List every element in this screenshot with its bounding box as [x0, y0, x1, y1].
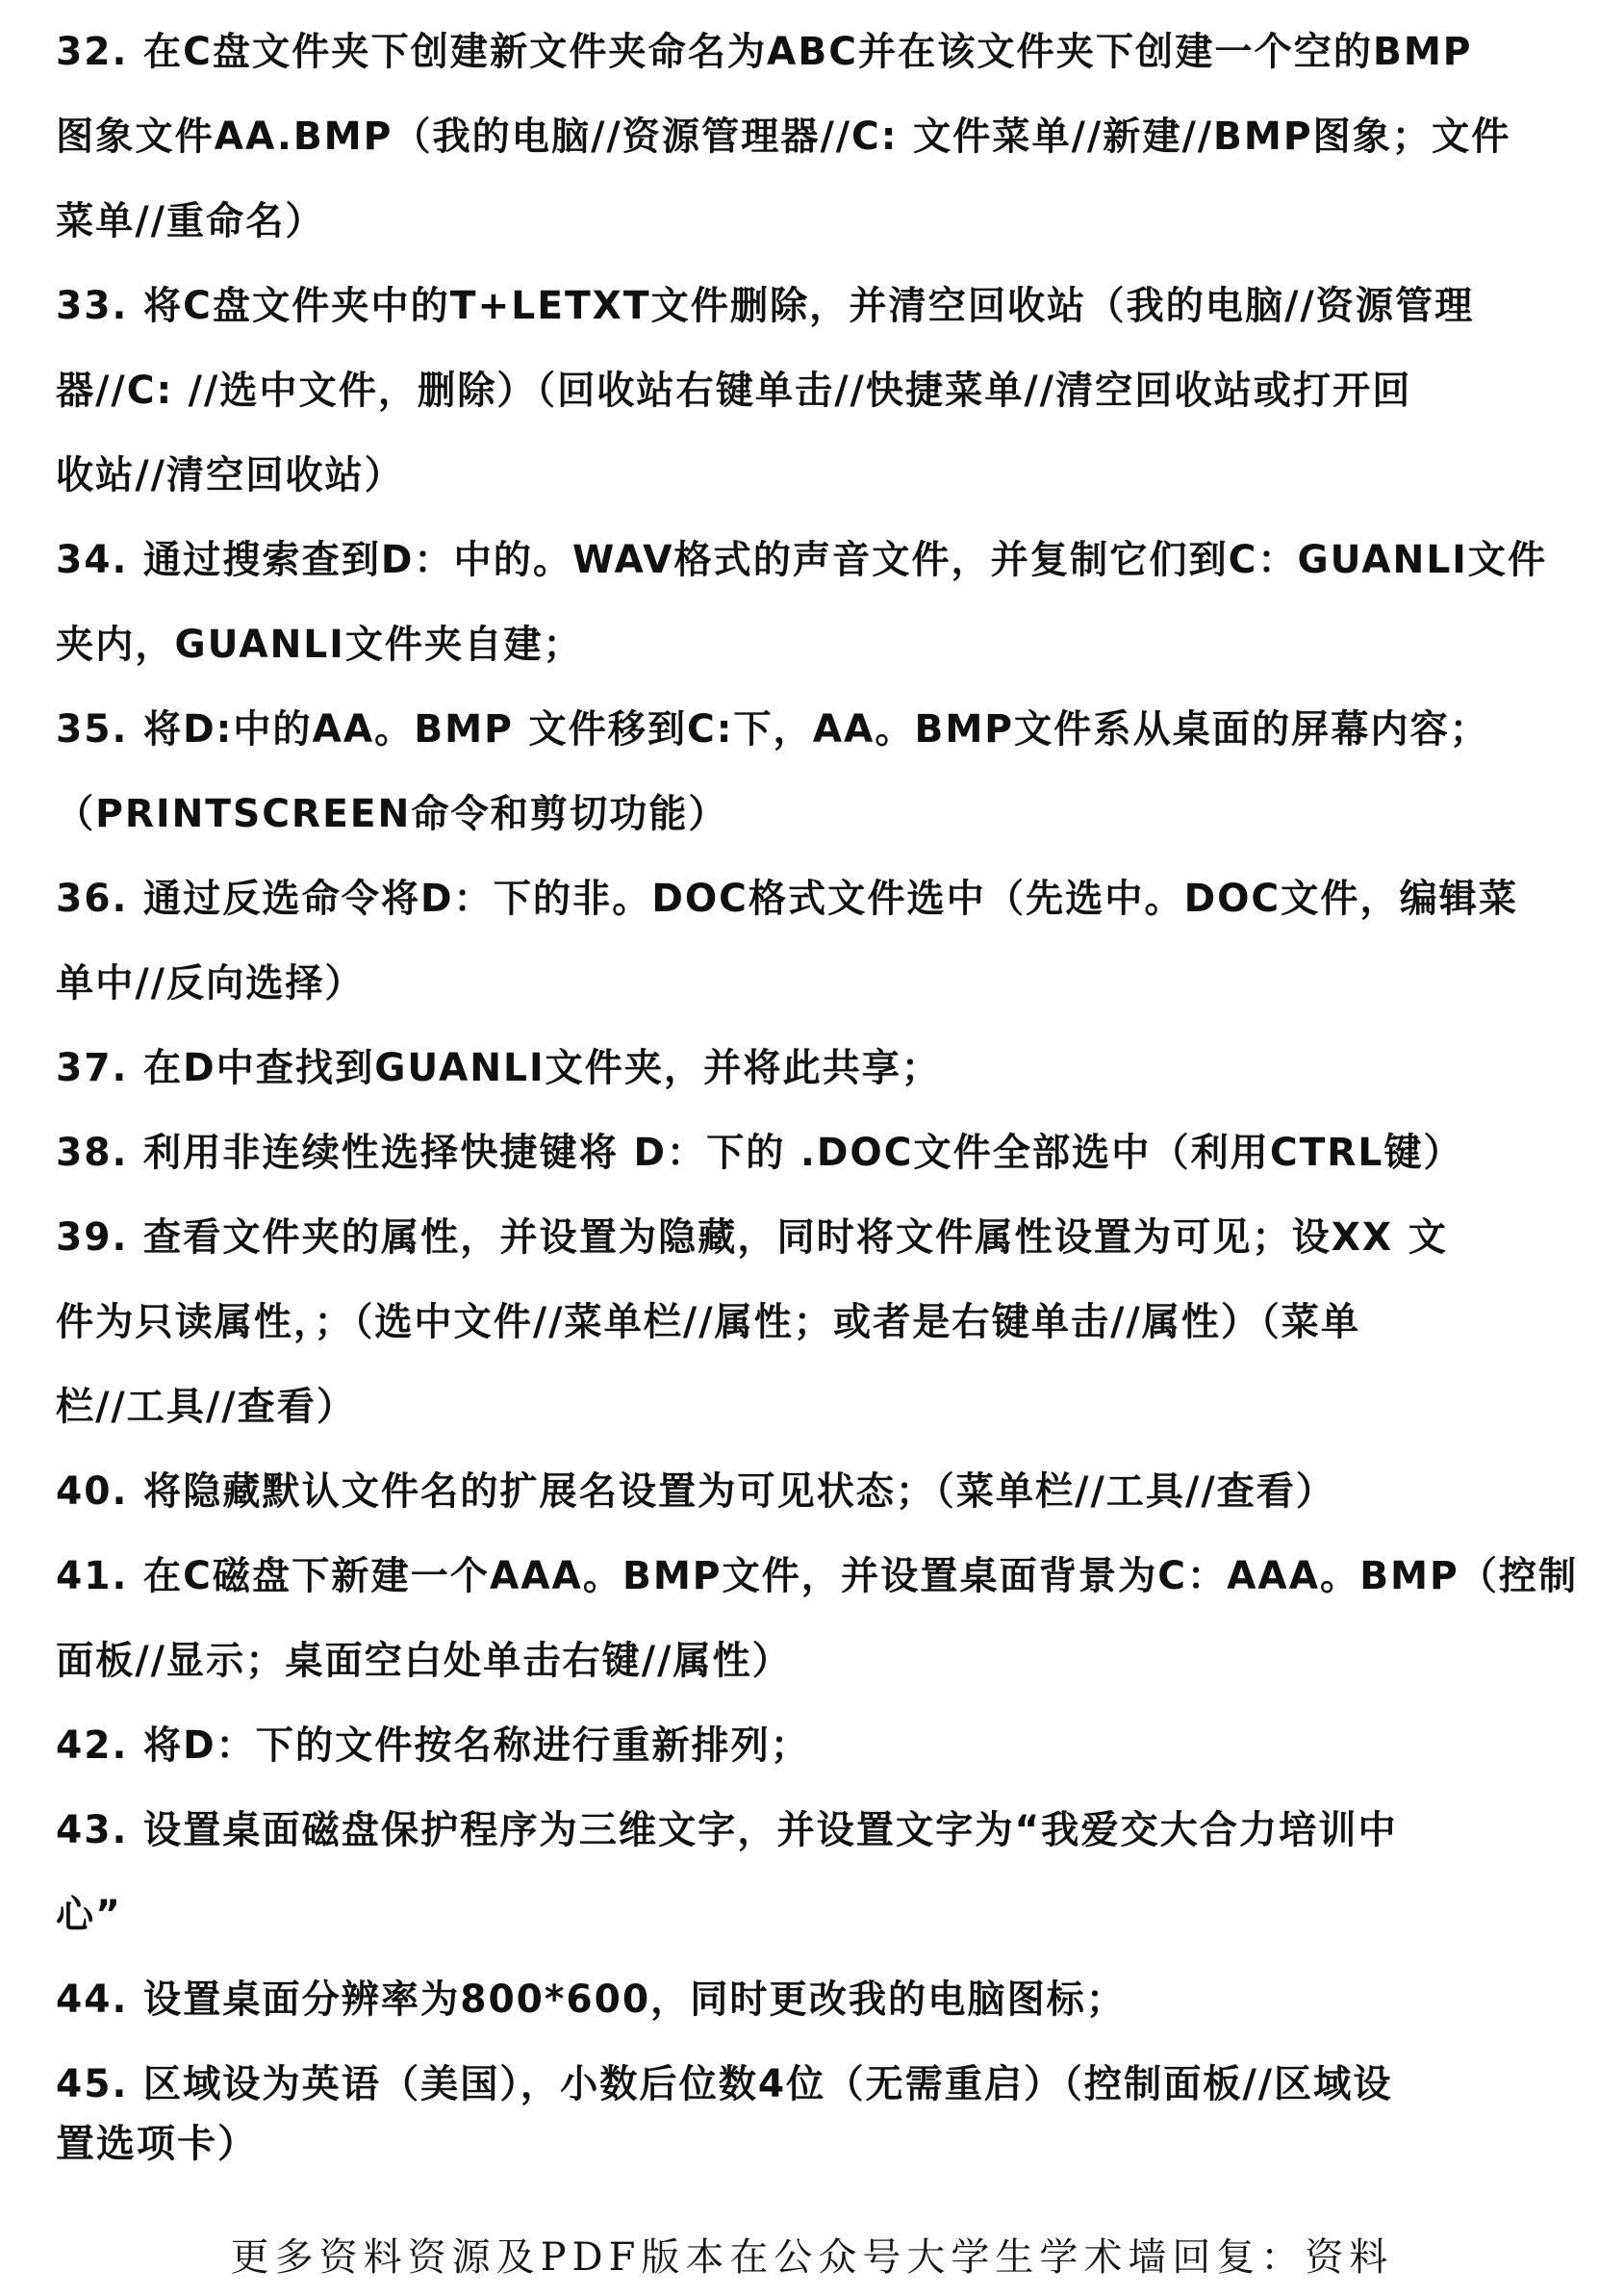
text-line: （PRINTSCREEN命令和剪切功能） — [56, 792, 728, 836]
text-line: 35. 将D:中的AA。BMP 文件移到C:下，AA。BMP文件系从桌面的屏幕内容； — [56, 707, 1489, 752]
text-line: 面板//显示；桌面空白处单击右键//属性） — [56, 1639, 792, 1683]
text-line: 43. 设置桌面磁盘保护程序为三维文字，并设置文字为“我爱交大合力培训中 — [56, 1808, 1398, 1852]
text-line: 33. 将C盘文件夹中的T+LETXT文件删除，并清空回收站（我的电脑//资源管理 — [56, 284, 1475, 328]
text-line: 夹内，GUANLI文件夹自建； — [56, 623, 583, 667]
text-line: 图象文件AA.BMP（我的电脑//资源管理器//C: 文件菜单//新建//BMP图象；文件 — [56, 115, 1511, 159]
truncated-line — [56, 2122, 258, 2167]
text-line: 36. 通过反选命令将D：下的非。DOC格式文件选中（先选中。DOC文件，编辑菜 — [56, 877, 1519, 921]
text-line: 42. 将D：下的文件按名称进行重新排列； — [56, 1723, 810, 1768]
text-line: 32. 在C盘文件夹下创建新文件夹命名为ABC并在该文件夹下创建一个空的BMP — [56, 30, 1473, 74]
footer-note: 更多资料资源及PDF版本在公众号大学生学术墙回复：资料 — [230, 2235, 1394, 2280]
text-line: 45. 区域设为英语（美国），小数后位数4位（无需重启）（控制面板//区域设 — [56, 2062, 1393, 2106]
text-line: 40. 将隐藏默认文件名的扩展名设置为可见状态；（菜单栏//工具//查看） — [56, 1469, 1336, 1514]
text-line: 44. 设置桌面分辨率为800*600，同时更改我的电脑图标； — [56, 1977, 1127, 2022]
text-line: 单中//反向选择） — [56, 961, 365, 1006]
truncated-line-text: 置选项卡） — [56, 2122, 258, 2166]
text-line: 心” — [56, 1893, 122, 1937]
text-line: 41. 在C磁盘下新建一个AAA。BMP文件，并设置桌面背景为C：AAA。BMP（控制 — [56, 1554, 1579, 1598]
text-line: 器//C: //选中文件，删除）（回收站右键单击//快捷菜单//清空回收站或打开回 — [56, 369, 1412, 413]
text-line: 收站//清空回收站） — [56, 453, 404, 497]
text-line: 39. 查看文件夹的属性，并设置为隐藏，同时将文件属性设置为可见；设XX 文 — [56, 1215, 1448, 1260]
text-line: 34. 通过搜索查到D：中的。WAV格式的声音文件，并复制它们到C：GUANLI文件 — [56, 538, 1548, 582]
text-line: 件为只读属性，；（选中文件//菜单栏//属性；或者是右键单击//属性）（菜单 — [56, 1300, 1360, 1344]
text-line: 菜单//重命名） — [56, 199, 325, 243]
text-line: 栏//工具//查看） — [56, 1385, 357, 1429]
text-line: 38. 利用非连续性选择快捷键将 D：下的 .DOC文件全部选中（利用CTRL键） — [56, 1131, 1463, 1175]
text-line: 37. 在D中查找到GUANLI文件夹，并将此共享； — [56, 1046, 942, 1090]
